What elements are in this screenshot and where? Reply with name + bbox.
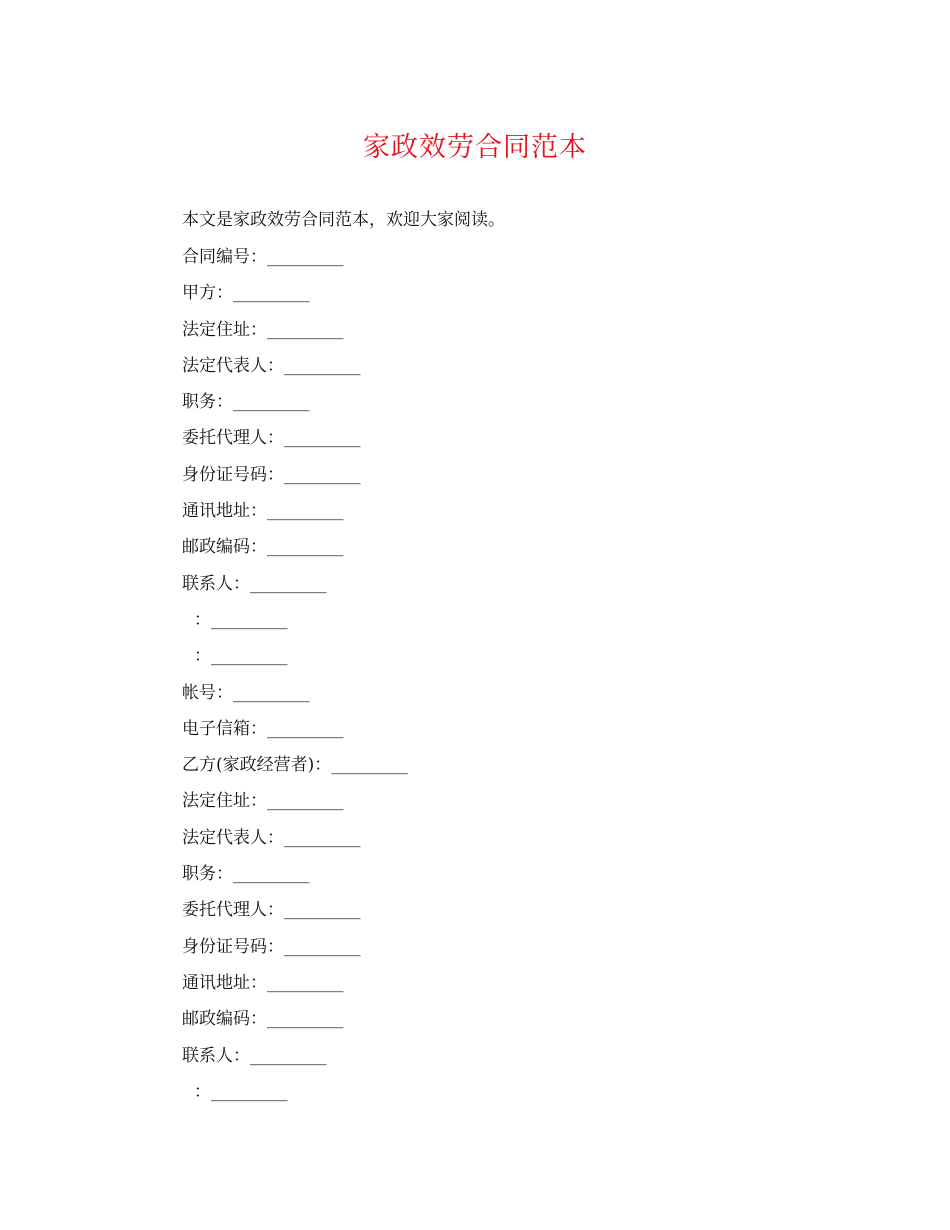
blank-line: _________: [284, 827, 361, 848]
field-line: [182, 861, 782, 897]
blank-line: _________: [284, 936, 361, 957]
blank-line: _________: [211, 646, 288, 667]
blank-line: _________: [250, 573, 327, 594]
blank-line: _________: [267, 501, 344, 522]
field-label: 联系人：: [182, 573, 250, 594]
field-label: 甲方：: [182, 283, 233, 304]
field-label: 法定代表人：: [182, 355, 284, 376]
blank-line: _________: [267, 537, 344, 558]
field-label: 联系人：: [182, 1045, 250, 1066]
field-line: [182, 1043, 782, 1079]
field-label: 合同编号：: [182, 247, 267, 267]
field-label: ：: [194, 1081, 211, 1102]
field-label: 委托代理人：: [182, 428, 284, 449]
field-line: [182, 571, 782, 607]
blank-line: _________: [331, 755, 408, 776]
field-label: 法定住址：: [182, 791, 267, 812]
field-line: [182, 462, 782, 498]
blank-line: _________: [233, 392, 310, 413]
blank-line: _________: [284, 428, 361, 449]
field-label: 电子信箱：: [182, 718, 267, 739]
field-label: 职务：: [182, 392, 233, 413]
field-line: [182, 389, 782, 425]
field-line: [182, 498, 782, 534]
blank-line: _________: [211, 609, 288, 630]
field-line: [182, 353, 782, 389]
field-line: [182, 607, 782, 643]
field-label: 法定代表人：: [182, 827, 284, 848]
field-label: 通讯地址：: [182, 972, 267, 993]
field-line: [182, 825, 782, 861]
field-line: [182, 317, 782, 353]
field-line: [182, 1079, 782, 1115]
field-line: [182, 280, 782, 316]
blank-line: _________: [250, 1045, 327, 1066]
field-line: [182, 643, 782, 679]
blank-line: _________: [267, 718, 344, 739]
field-line: [182, 897, 782, 933]
field-label: 委托代理人：: [182, 900, 284, 921]
blank-line: _________: [284, 464, 361, 485]
field-line: [182, 1006, 782, 1042]
blank-line: _________: [267, 247, 344, 267]
field-line: [182, 716, 782, 752]
blank-line: _________: [233, 864, 310, 885]
blank-line: _________: [267, 791, 344, 812]
field-label: 通讯地址：: [182, 501, 267, 522]
intro-paragraph: 本文是家政效劳合同范本，欢迎大家阅读。: [182, 210, 505, 230]
blank-line: _________: [267, 319, 344, 340]
document-title: 家政效劳合同范本: [363, 132, 587, 163]
field-line: [182, 970, 782, 1006]
blank-line: _________: [267, 1009, 344, 1030]
field-line: [182, 752, 782, 788]
field-line: [182, 425, 782, 461]
blank-line: _________: [211, 1081, 288, 1102]
field-line: [182, 934, 782, 970]
field-line: [182, 788, 782, 824]
field-label: ：: [194, 609, 211, 630]
blank-line: _________: [233, 283, 310, 304]
field-label: 乙方(家政经营者)：: [182, 755, 332, 776]
blank-line: _________: [233, 682, 310, 703]
field-label: 邮政编码：: [182, 537, 267, 558]
field-label: 邮政编码：: [182, 1009, 267, 1030]
contract-fields: [182, 244, 782, 1115]
field-label: 职务：: [182, 864, 233, 885]
field-label: 法定住址：: [182, 319, 267, 340]
field-label: 帐号：: [182, 682, 233, 703]
field-line: [182, 680, 782, 716]
field-label: 身份证号码：: [182, 464, 284, 485]
blank-line: _________: [284, 355, 361, 376]
field-line: [182, 534, 782, 570]
blank-line: _________: [267, 972, 344, 993]
blank-line: _________: [284, 900, 361, 921]
field-label: 身份证号码：: [182, 936, 284, 957]
field-label: ：: [194, 646, 211, 667]
field-line: [182, 244, 782, 280]
